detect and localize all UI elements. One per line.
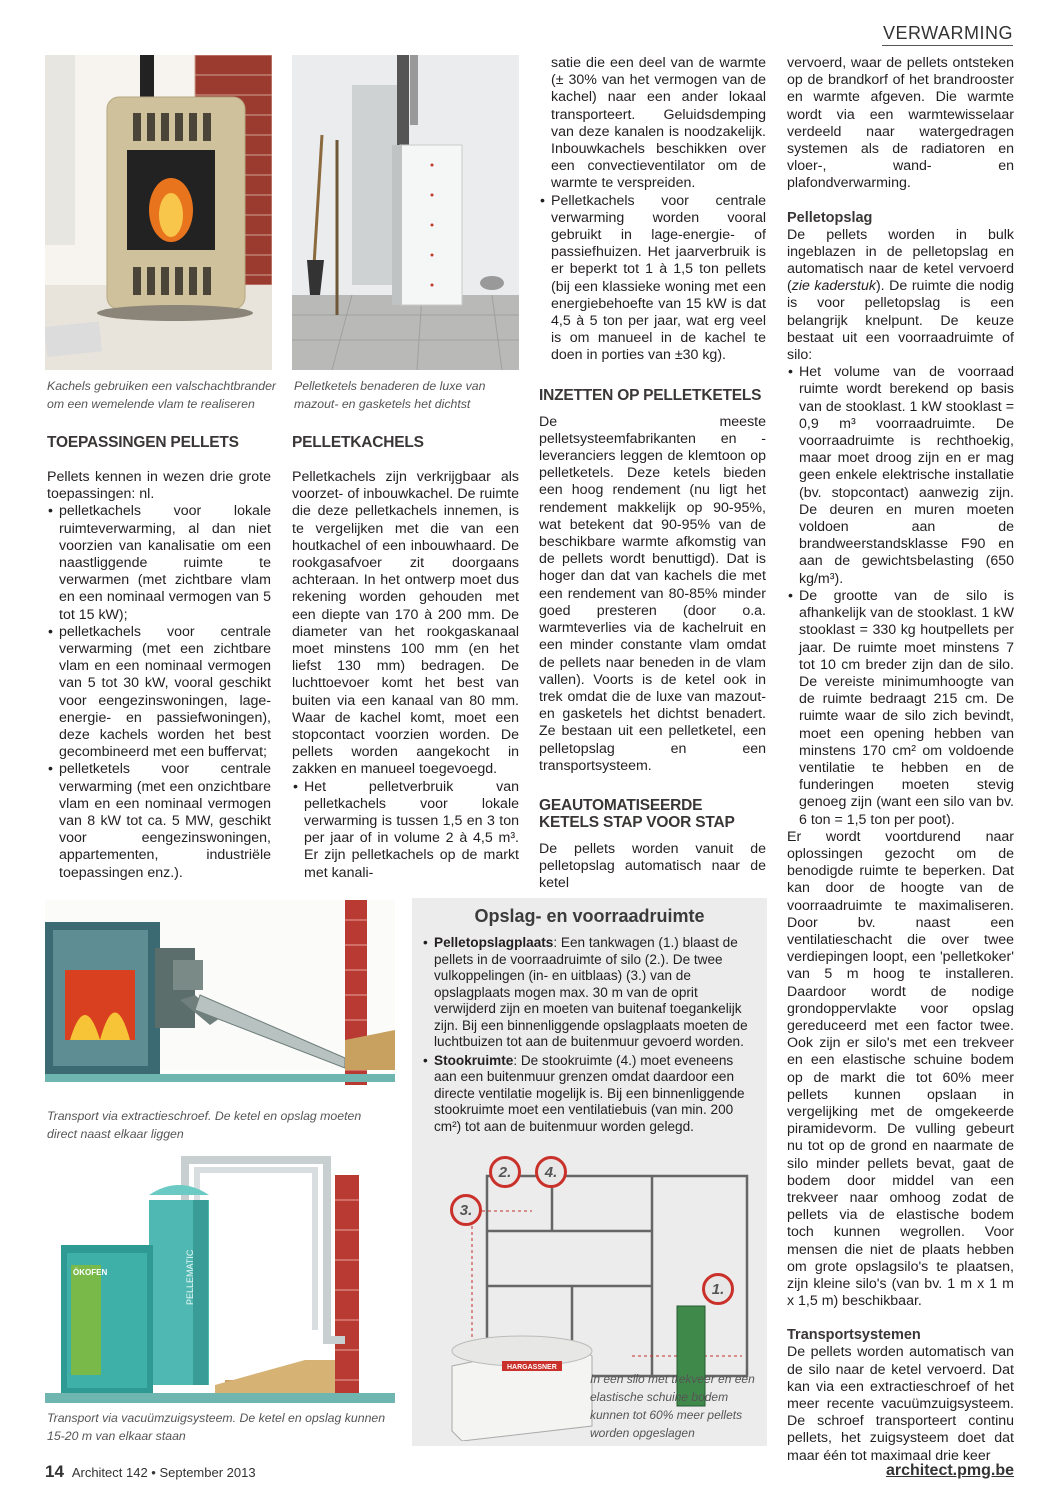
marker-1: 1. [702,1273,734,1305]
heading-toepassingen: TOEPASSINGEN PELLETS [47,434,239,451]
vacuum-system-diagram [45,1155,395,1405]
footer-url[interactable]: architect.pmg.be [885,1462,1014,1479]
marker-3: 3. [450,1194,482,1226]
transport1-caption: Transport via extractieschroef. De ketel en opslag moeten direct naast elkaar liggen [47,1109,362,1141]
list-item: • pelletketels voor centrale verwarming (met een onzichtbare vlam en een nominaal vermogen van 8 kW tot ca. 5 MW, geschikt voor eengezinswoningen, appartementen, industriële toepassingen enz.). [47,761,271,881]
marker-4: 4. [535,1156,567,1188]
heading-geautomatiseerde: GEAUTOMATISEERDE KETELS STAP VOOR STAP [539,796,735,831]
heading-inzetten: INZETTEN OP PELLETKETELS [539,386,762,404]
page-number: 14 [45,1462,64,1481]
heading-pelletkachels: PELLETKACHELS [292,434,424,451]
brand-okofen-text: ÖKOFEN [73,1268,108,1277]
transport2-caption: Transport via vacuümzuigsysteem. De ketel en opslag kunnen 15-20 m van elkaar staan [47,1411,386,1443]
heading-pelletopslag: Pelletopslag [787,209,873,226]
column-1 [47,434,271,882]
info-box-item: • Stookruimte: De stookruimte (4.) moet eveneens aan een buitenmuur grenzen omdat daardoor een directe ventilatie mogelijk is. Bij een binnenliggende stookruimte moet een ventilatiebuis (van min. 200 cm²) tot aan de buitenmuur worden gelegd. [422,1053,757,1136]
paragraph: De pellets worden automatisch van de silo naar de ketel vervoerd. Dat kan via een extractieschroef of het meer recente vacuümzuigsysteem. De schroef transporteert continu pellets, het zuigsysteem doet dat maar één tot maximaal drie keer [787,1344,1014,1464]
paragraph: De meeste pelletsysteemfabrikanten en -leveranciers leggen de klemtoon op pelletketels. Deze ketels bieden een hoog rendement (nu ligt het rendement makkelijk op 90-95%, wat betekent dat 90-95% van de beschikbare warmte afkomstig van de pellets wordt benuttigd). Dat is hoger dan dat van kachels die met een rendement van 80-85% minder goed presteren (door o.a. warmteverlies via de kachelruit en een minder constante vlam omdat de pellets naar beneden in de vlam vallen). Voorts is de ketel ook in trek omdat die de luxe van mazout- en gasketels het dichtst benadert. Ze bestaan uit een pelletketel, een pelletopslag en een transportsysteem. [539,413,766,774]
info-box-title: Opslag- en voorraadruimte [474,906,705,926]
boiler-photo [292,55,519,370]
list-item: • pelletkachels voor lokale ruimteverwarming, al dan niet voorzien van kanalisatie om een naastliggende ruimte te verwarmen (met zichtbare vlam en een nominaal vermogen van 5 tot 15 kW); [47,503,271,623]
silo-brand-text: HARGASSNER [507,1364,557,1371]
paragraph: Er wordt voortdurend naar oplossingen gezocht om de benodigde ruimte te beperken. Dat kan door de hoogte van de voorraadruimte te maximaliseren. Door bv. naast een ventilatieschacht die over twee verdiepingen loopt, een 'pelletkoker' van 5 m hoog te installeren. Daardoor wordt de nodige grondoppervlakte voor opslag gereduceerd met een factor twee. Ook zijn er silo's met een trekveer en een elastische schuine bodem op de markt die tot 60% meer pellets kunnen opslaan in vergelijking met de omgekeerde piramidevorm. De vulling gebeurt nu tot op de grond en naarmate de silo minder pellets bevat, gaat de bodem door middel van een trekveer naar omhoog zodat de pellets via de elastische bodem toch kunnen wegrollen. Voor mensen die niet de plaats hebben om grote opslagsilo's te plaatsen, zijn kleine silo's (van bv. 1 m x 1 m x 1,5 m) beschikbaar. [787,828,1014,1310]
paragraph: De pellets worden in bulk ingeblazen in de pelletopslag en automatisch naar de ketel vervoerd (zie kaderstuk). De ruimte die nodig is voor pelletopslag is een belangrijk knelpunt. De keuze bestaat uit een voorraadruimte of silo: [787,226,1014,364]
brand-pellematic-text: PELLEMATIC [185,1249,195,1305]
paragraph-continued: satie die een deel van de warmte (± 30% van het vermogen van de kachel) naar een ander lokaal transporteert. Geluidsdemping van deze kanalen is noodzakelijk. Inbouwkachels beschikken over een convectieventilator om de warmte te verspreiden. [551,55,766,192]
list-item: • Pelletkachels voor centrale verwarming worden vooral gebruikt in lage-energie- of passiefhuizen. Het jaarverbruik is er beperkt tot 1 à 1,5 ton pellets (bij een klassieke woning met een energiebehoefte van 15 kW is dat 4,5 à 5 ton per jaar, wat erg veel is om manueel in de kachel te doen in porties van ±30 kg). [539,193,766,365]
extraction-screw-diagram [45,900,395,1100]
list-item: • Het volume van de voorraad ruimte wordt berekend op basis van de stooklast. 1 kW stooklast = 0,9 m³ voorraadruimte. De voorraadruimte is rechthoekig, maar moet droog zijn en er mag geen enkele elektrische installatie (bv. stopcontact) aanwezig zijn. De deuren en muren moeten voldoen aan de brandweerstandsklasse F90 en aan de gewichtsbelasting (650 kg/m³). [787,364,1014,588]
section-label: VERWARMING [882,23,1013,46]
marker-2: 2. [489,1156,521,1188]
list-item: • pelletkachels voor centrale verwarming (met een zichtbare vlam en een nominaal vermogen van 5 tot 30 kW, vooral geschikt voor eengezinswoningen, lage-energie- en passiefwoningen), deze kachels worden het best gecombineerd met een buffervat; [47,624,271,762]
footer-left [45,1462,256,1482]
heading-transportsystemen: Transportsystemen [787,1327,921,1344]
intro-paragraph: Pellets kennen in wezen drie grote toepassingen: nl. [47,469,271,503]
column-3 [539,55,766,893]
info-box-item: • Pelletopslagplaats: Een tankwagen (1.) blaast de pellets in de voorraadruimte of silo (2.). De twee vulkoppelingen (in- en uitblaas) (3.) van de opslagplaats mogen max. 30 m van de oprit verwijderd zijn en moeten van buitenaf toegankelijk zijn. Bij een binnenliggende opslagplaats moeten de luchtbuizen tot aan de buitenmuur gevoerd worden. [422,935,757,1051]
list-item: • Het pelletverbruik van pelletkachels voor lokale verwarming is tussen 1,5 en 3 ton per jaar of in volume 2 à 4,5 m³. Er zijn pelletkachels op de markt met kanali- [292,779,519,882]
paragraph: De pellets worden vanuit de pelletopslag automatisch naar de ketel [539,840,766,892]
paragraph: Pelletkachels zijn verkrijgbaar als voorzet- of inbouwkachel. De ruimte die deze pelletkachels innemen, is te vergelijken met die van een houtkachel of een inbouwhaard. De rookgasafvoer zit doorgaans achteraan. In het ontwerp moet dus rekening worden gehouden met een diepte van 170 à 200 mm. De diameter van het rookgaskanaal moet minstens 100 mm (en het liefst 130 mm) bedragen. De luchttoevoer komt het best van buiten via een kanaal van 80 mm. Waar de kachel komt, moet een stopcontact voorzien worden. De pellets worden aangekocht in zakken en manueel toegevoegd. [292,469,519,778]
column-4 [787,55,1014,1465]
info-box [412,898,767,1446]
magazine-issue: Architect 142 • September 2013 [71,1465,256,1480]
stove-caption: Kachels gebruiken een valschachtbrander om een wemelende vlam te realiseren [47,379,277,411]
silo-caption: In een silo met trekveer en een elastische schuine bodem kunnen tot 60% meer pellets worden opgeslagen [590,1372,755,1440]
paragraph-continued: vervoerd, waar de pellets ontsteken op de brandkorf of het brandrooster en warmte afgeven. Die warmte wordt via een warmtewisselaar verdeeld naar watergedragen systemen als de radiatoren en vloer-, wand- en plafondverwarming. [787,55,1014,192]
column-2 [292,434,519,882]
stove-photo [45,55,272,370]
list-item: • De grootte van de silo is afhankelijk van de stooklast. 1 kW stooklast = 330 kg houtpellets per jaar. De ruimte moet minstens 7 tot 10 cm breder zijn dan de silo. De vereiste minimumhoogte van de ruimte bedraagt 215 cm. De ruimte waar de silo zich bevindt, moet een opening hebben van minstens 170 cm² om voldoende ventilatie te hebben en de funderingen moeten stevig genoeg zijn (want een silo van bv. 6 ton = 1,5 ton per poot). [787,588,1014,829]
boiler-caption: Pelletketels benaderen de luxe van mazout- en gasketels het dichtst [294,379,486,411]
